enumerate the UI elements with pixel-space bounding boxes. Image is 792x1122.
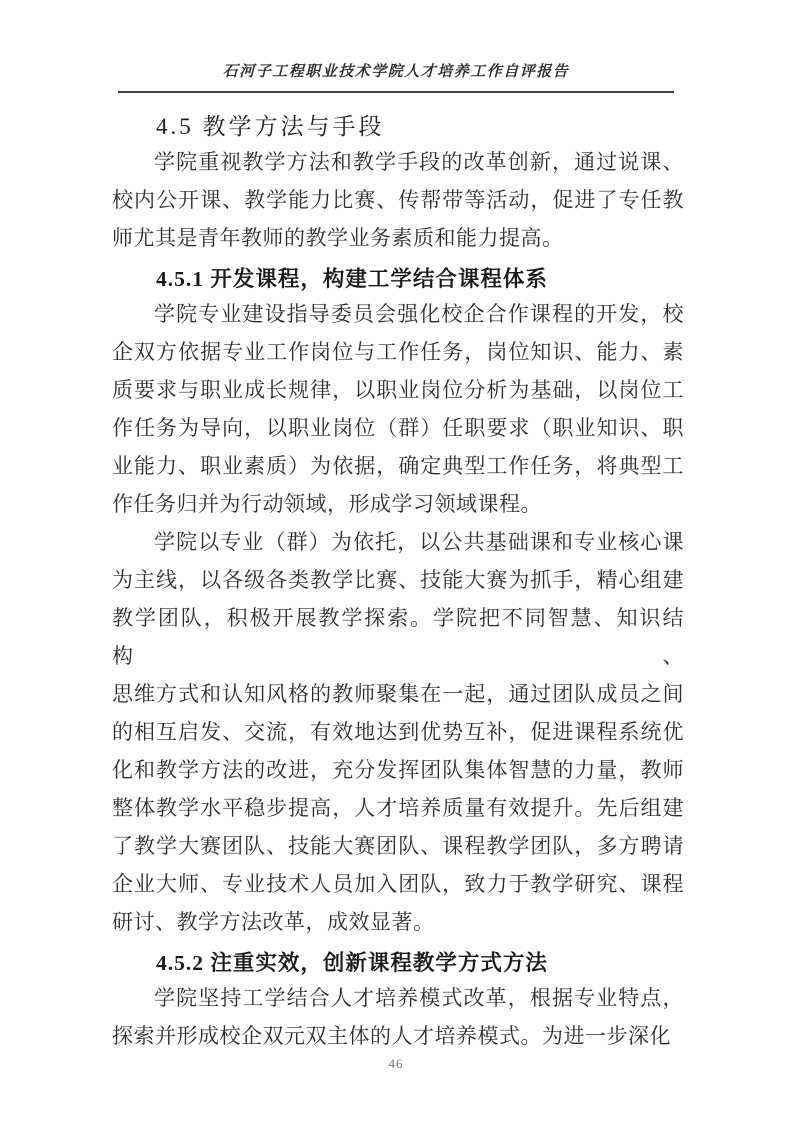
text-line: 质要求与职业成长规律，以职业岗位分析为基础，以岗位工: [112, 378, 684, 402]
document-content: [112, 111, 684, 1055]
text-line: 研讨、教学方法改革，成效显著。: [112, 910, 435, 934]
text-line: 教学团队，积极开展教学探索。学院把不同智慧、知识结构、: [112, 606, 684, 668]
text-line: 作任务归并为行动领域，形成学习领域课程。: [112, 492, 542, 516]
page-footer: [0, 1056, 792, 1072]
text-line: 的相互启发、交流，有效地达到优势互补，促进课程系统优: [112, 720, 684, 744]
paragraph: [112, 143, 684, 257]
text-line: 学院重视教学方法和教学手段的改革创新，通过说课、: [154, 150, 684, 174]
text-line: 探索并形成校企双元双主体的人才培养模式。为进一步深化: [112, 1024, 671, 1048]
text-line: 思维方式和认知风格的教师聚集在一起，通过团队成员之间: [112, 682, 684, 706]
paragraph: [112, 295, 684, 523]
header-title: 石河子工程职业技术学院人才培养工作自评报告: [222, 64, 570, 80]
text-line: 企业大师、专业技术人员加入团队，致力于教学研究、课程: [112, 872, 684, 896]
page-number: 46: [388, 1056, 404, 1071]
paragraph: [112, 523, 684, 941]
text-line: 化和教学方法的改进，充分发挥团队集体智慧的力量，教师: [112, 758, 684, 782]
page-header: [118, 0, 674, 93]
text-line: 学院以专业（群）为依托，以公共基础课和专业核心课: [154, 530, 684, 554]
section-heading: 4.5.2 注重实效，创新课程教学方式方法: [156, 951, 548, 975]
text-line: 师尤其是青年教师的教学业务素质和能力提高。: [112, 226, 564, 250]
text-line: 校内公开课、教学能力比赛、传帮带等活动，促进了专任教: [112, 188, 684, 212]
text-line: 学院专业建设指导委员会强化校企合作课程的开发，校: [154, 302, 684, 326]
text-line: 整体教学水平稳步提高，人才培养质量有效提升。先后组建: [112, 796, 684, 820]
text-line: 企双方依据专业工作岗位与工作任务，岗位知识、能力、素: [112, 340, 684, 364]
paragraph: [112, 979, 684, 1055]
section-heading: 4.5.1 开发课程，构建工学结合课程体系: [156, 267, 548, 291]
text-line: 学院坚持工学结合人才培养模式改革，根据专业特点，: [154, 986, 684, 1010]
text-line: 了教学大赛团队、技能大赛团队、课程教学团队，多方聘请: [112, 834, 684, 858]
text-line: 业能力、职业素质）为依据，确定典型工作任务，将典型工: [112, 454, 684, 478]
text-line: 为主线，以各级各类教学比赛、技能大赛为抓手，精心组建: [112, 568, 684, 592]
text-line: 作任务为导向，以职业岗位（群）任职要求（职业知识、职: [112, 416, 684, 440]
section-heading: 4.5 教学方法与手段: [156, 114, 385, 139]
